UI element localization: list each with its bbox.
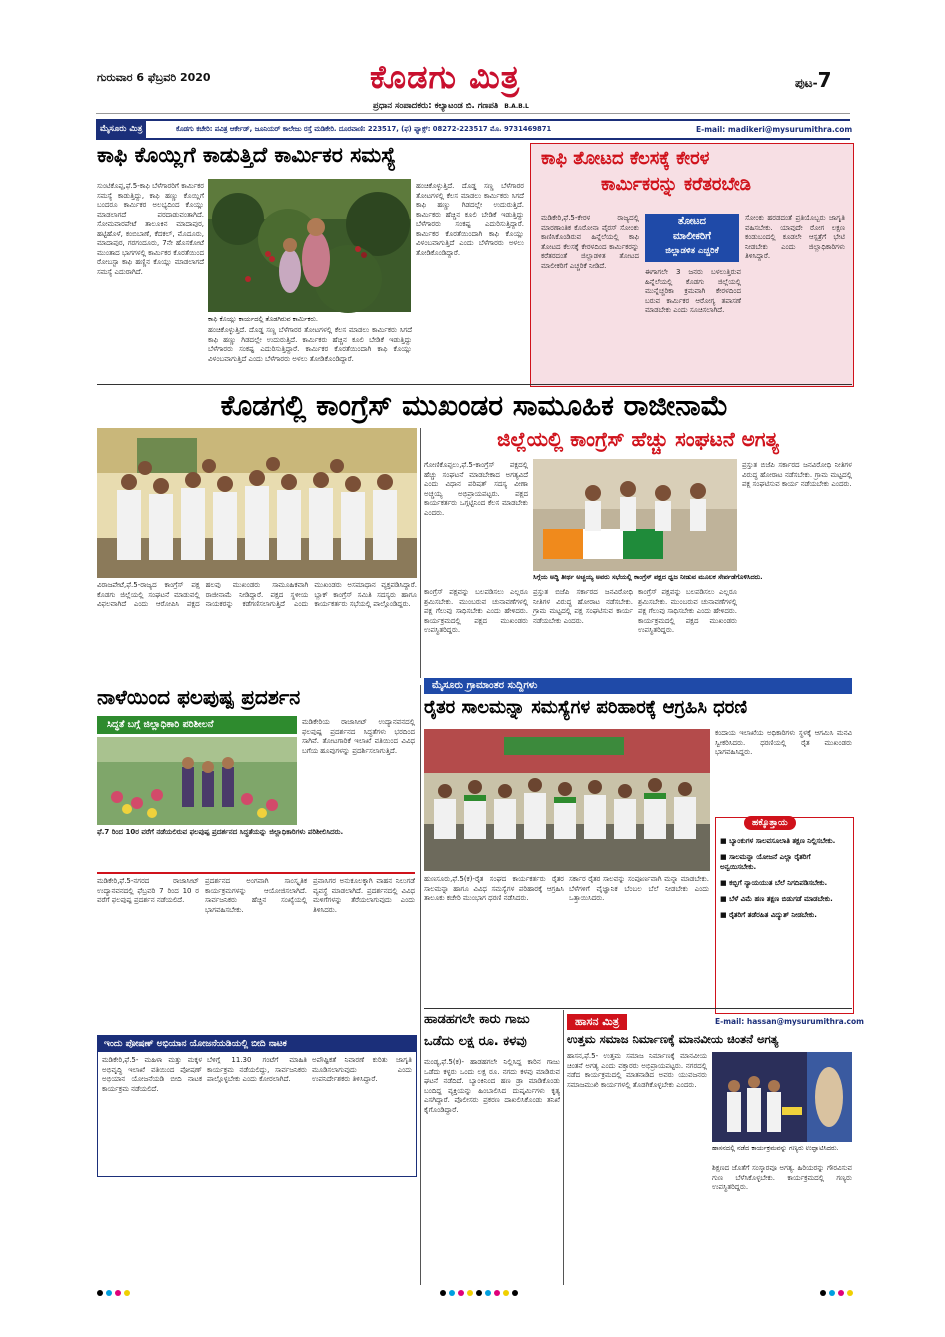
flower-show-photo xyxy=(97,737,297,825)
registration-marks-right xyxy=(820,1290,853,1296)
hassan-col2: ಶಿಕ್ಷಣದ ಜೊತೆಗೆ ಸಂಸ್ಕಾರವೂ ಅಗತ್ಯ. ಹಿರಿಯರನ್ನು ಗೌರವಿಸುವ ಗುಣ ಬೆಳೆಸಿಕೊಳ್ಳಬೇಕು. ಕಾರ್ಯಕ್ರಮದಲ್ಲಿ ಗಣ್ಯರು ಉಪಸ್ಥಿತರಿದ್ದರು. xyxy=(712,1164,852,1191)
coffee-photo-caption: ಕಾಫಿ ಕೊಯ್ಲು ಕಾರ್ಯದಲ್ಲಿ ತೊಡಗಿರುವ ಕಾರ್ಮಿಕರು. xyxy=(208,315,318,323)
hassan-photo-caption: ಹಾಸನದಲ್ಲಿ ನಡೆದ ಕಾರ್ಯಕ್ರಮವನ್ನು ಗಣ್ಯರು ಉದ್ಘಾಟಿಸಿದರು. xyxy=(712,1144,839,1152)
story-flower-caption: ಫೆ.7 ರಿಂದ 10ರ ವರೆಗೆ ನಡೆಯಲಿರುವ ಫಲಪುಷ್ಪ ಪ್ರದರ್ಶನದ ಸಿದ್ಧತೆಯನ್ನು ಜಿಲ್ಲಾಧಿಕಾರಿಗಳು ಪರಿಶೀಲಿಸಿದರು. xyxy=(97,828,344,836)
section-bar-label: ಮೈಸೂರು ಗ್ರಾಮಾಂತರ ಸುದ್ದಿಗಳು xyxy=(432,680,538,691)
story-resignation-body: ವಿರಾಜಪೇಟೆ,ಫೆ.5-ರಾಜ್ಯದ ಕಾಂಗ್ರೆಸ್ ಪಕ್ಷ ಕೊಡಗು ಜಿಲ್ಲೆಯಲ್ಲಿ ಸಂಘಟನೆ ಮಾಡುವಲ್ಲಿ ವಿಫಲವಾಗಿದೆ ಎಂದು ಆರೋಪಿಸಿ ಪಕ್ಷದ ಹಲವು ಮುಖಂಡರು ಸಾಮೂಹಿಕವಾಗಿ ರಾಜೀನಾಮೆ ನೀಡಿದ್ದಾರೆ. ಪಕ್ಷದ ಸ್ಥಳೀಯ ನಾಯಕರನ್ನು ಕಡೆಗಣಿಸಲಾಗುತ್ತಿದೆ ಎಂದು ಮುಖಂಡರು ಅಸಮಾಧಾನ ವ್ಯಕ್ತಪಡಿಸಿದ್ದಾರೆ. ಬ್ಲಾಕ್ ಕಾಂಗ್ರೆಸ್ ಸಮಿತಿ ಸದಸ್ಯರು ಹಾಗೂ ಕಾರ್ಯಕರ್ತರು ಸಭೆಯಲ್ಲಿ ಪಾಲ್ಗೊಂಡಿದ್ದರು. xyxy=(97,581,417,608)
story-flower-headline: ನಾಳೆಯಿಂದ ಫಲಪುಷ್ಪ ಪ್ರದರ್ಶನ xyxy=(97,685,301,709)
story-flower-col-right: ಮಡಿಕೇರಿಯ ರಾಜಾಸೀಟ್ ಉದ್ಯಾನವನದಲ್ಲಿ ಫಲಪುಷ್ಪ ಪ್ರದರ್ಶನದ ಸಿದ್ಧತೆಗಳು ಭರದಿಂದ ಸಾಗಿವೆ. ತೋಟಗಾರಿಕೆ ಇಲಾಖೆ ವತಿಯಿಂದ ವಿವಿಧ ಬಗೆಯ ಹೂವುಗಳನ್ನು ಪ್ರದರ್ಶಿಸಲಾಗುತ್ತಿದೆ. xyxy=(302,718,415,755)
story-kerala-col1: ಮಡಿಕೇರಿ,ಫೆ.5-ಕೇರಳ ರಾಜ್ಯದಲ್ಲಿ ಮಾರಣಾಂತಿಕ ಕೊರೋನಾ ವೈರಸ್ ಸೋಂಕು ಕಾಣಿಸಿಕೊಂಡಿರುವ ಹಿನ್ನೆಲೆಯಲ್ಲಿ ಕಾಫಿ ತೋಟದ ಕೆಲಸಕ್ಕೆ ಕೇರಳದಿಂದ ಕಾರ್ಮಿಕರನ್ನು ಕರೆತರದಂತೆ ಜಿಲ್ಲಾಡಳಿತ ತೋಟದ ಮಾಲೀಕರಿಗೆ ಎಚ್ಚರಿಕೆ ನೀಡಿದೆ. xyxy=(541,214,639,270)
congress-group-image xyxy=(97,428,417,578)
column-rule xyxy=(420,428,421,678)
story-organising-col1: ಗೋಣಿಕೊಪ್ಪಲು,ಫೆ.5-ಕಾಂಗ್ರೆಸ್ ಪಕ್ಷದಲ್ಲಿ ಹೆಚ್ಚು ಸಂಘಟನೆ ಮಾಡಬೇಕಾದ ಅಗತ್ಯವಿದೆ ಎಂದು ವಿಧಾನ ಪರಿಷತ್ ಸದಸ್ಯ ವೀಣಾ ಅಚ್ಚಯ್ಯ ಅಭಿಪ್ರಾಯಪಟ್ಟರು. ಪಕ್ಷದ ಕಾರ್ಯಕರ್ತರು ಒಗ್ಗಟ್ಟಿನಿಂದ ಕೆಲಸ ಮಾಡಬೇಕು ಎಂದರು. xyxy=(424,461,528,517)
protest-photo xyxy=(424,729,710,871)
page-label: ಪುಟ- xyxy=(795,76,818,90)
protest-image xyxy=(424,729,710,871)
office-strip xyxy=(96,119,853,140)
issue-date: ಗುರುವಾರ 6 ಫೆಬ್ರವರಿ 2020 xyxy=(97,71,211,84)
column-rule xyxy=(420,685,421,1285)
story-protest-headline: ರೈತರ ಸಾಲಮನ್ನಾ ಸಮಸ್ಯೆಗಳ ಪರಿಹಾರಕ್ಕೆ ಆಗ್ರಹಿಸಿ ಧರಣಿ xyxy=(424,697,748,718)
callout-line2: ಮಾಲೀಕರಿಗೆ xyxy=(673,231,711,242)
hassan-event-image xyxy=(712,1052,852,1142)
story-street-play-headline-bar xyxy=(98,1036,416,1052)
hassan-col1: ಹಾಸನ,ಫೆ.5- ಉತ್ತಮ ಸಮಾಜ ನಿರ್ಮಾಣಕ್ಕೆ ಮಾನವೀಯ ಚಿಂತನೆ ಅಗತ್ಯ ಎಂದು ವಕ್ತಾರರು ಅಭಿಪ್ರಾಯಪಟ್ಟರು. ನಗರದಲ್ಲಿ ನಡೆದ ಕಾರ್ಯಕ್ರಮದಲ್ಲಿ ಮಾತನಾಡಿದ ಅವರು ಯುವಜನರು ಸಮಾಜಮುಖಿ ಕಾರ್ಯಗಳಲ್ಲಿ ತೊಡಗಿಕೊಳ್ಳಬೇಕು ಎಂದರು. xyxy=(567,1052,707,1089)
story-flower-col3: ಪ್ರವಾಸಿಗರ ಅನುಕೂಲಕ್ಕಾಗಿ ವಾಹನ ನಿಲುಗಡೆ ವ್ಯವಸ್ಥೆ ಮಾಡಲಾಗಿದೆ. ಪ್ರದರ್ಶನದಲ್ಲಿ ವಿವಿಧ ಮಳಿಗೆಗಳನ್ನು ತೆರೆಯಲಾಗುವುದು ಎಂದು ತಿಳಿಸಿದರು. xyxy=(313,877,415,914)
callout-line3: ಜಿಲ್ಲಾಡಳಿತ ಎಚ್ಚರಿಕೆ xyxy=(665,246,719,256)
congress-event-image xyxy=(533,459,737,571)
header-rule xyxy=(96,113,850,114)
strip-office: ಕೊಡಗು ಕಚೇರಿ: ಪವಿತ್ರ ಆರ್ಕೇಡ್, ಜೂನಿಯರ್ ಕಾಲೇಜು ರಸ್ತೆ ಮಡಿಕೇರಿ. ದೂರವಾಣಿ: 223517, (ಫ) ಫ್ಯಾಕ್ಸ್: 08272-223517 ಮೊ. 9731469871 xyxy=(176,125,552,133)
column-rule xyxy=(563,1010,564,1285)
story-theft-headline-line2: ಒಡೆದು ಲಕ್ಷ ರೂ. ಕಳವು xyxy=(424,1034,527,1049)
story-street-play-col1: ಮಡಿಕೇರಿ,ಫೆ.5- ಮಹಿಳಾ ಮತ್ತು ಮಕ್ಕಳ ಅಭಿವೃದ್ಧಿ ಇಲಾಖೆ ವತಿಯಿಂದ ಪೋಷಣ್ ಅಭಿಯಾನ ಯೋಜನೆಯಡಿ ಬೀದಿ ನಾಟಕ ಕಾರ್ಯಕ್ರಮ ನಡೆಯಲಿದೆ. xyxy=(102,1056,202,1093)
section-bar-mysuru-rural xyxy=(424,678,852,694)
story-kerala-callout xyxy=(645,214,739,262)
congress-event-photo xyxy=(533,459,737,571)
flower-show-image xyxy=(97,737,297,825)
story-flower-col2: ಪ್ರದರ್ಶನದ ಅಂಗವಾಗಿ ಸಾಂಸ್ಕೃತಿಕ ಕಾರ್ಯಕ್ರಮಗಳನ್ನು ಆಯೋಜಿಸಲಾಗಿದೆ. ಸಾರ್ವಜನಿಕರು ಹೆಚ್ಚಿನ ಸಂಖ್ಯೆಯಲ್ಲಿ ಭಾಗವಹಿಸಬೇಕು. xyxy=(205,877,307,914)
congress-event-caption: ಸಿಗ್ಗೆಯ ಅದ್ಧಿ ತೀರ್ಥ ಅಚ್ಚಯ್ಯ ಅವರು ಸಭೆಯಲ್ಲಿ ಕಾಂಗ್ರೆಸ್ ಪಕ್ಷದ ಧ್ವಜ ನೀಡುವ ಮೂಲಕ ಸೇರ್ಪಡೆಗೊಳಿಸಿದರು. xyxy=(533,573,763,581)
story-kerala-col3: ಸೋಂಕು ಹರಡದಂತೆ ಪ್ರತಿಯೊಬ್ಬರು ಜಾಗೃತಿ ವಹಿಸಬೇಕು. ಯಾವುದೇ ರೋಗ ಲಕ್ಷಣ ಕಂಡುಬಂದಲ್ಲಿ ಕೂಡಲೇ ಆಸ್ಪತ್ರೆಗೆ ಭೇಟಿ ನೀಡಬೇಕು ಎಂದು ಜಿಲ್ಲಾಧಿಕಾರಿಗಳು ತಿಳಿಸಿದ್ದಾರೆ. xyxy=(745,214,845,260)
story-protest-col2: ಸರ್ಕಾರ ರೈತರ ಸಾಲವನ್ನು ಸಂಪೂರ್ಣವಾಗಿ ಮನ್ನಾ ಮಾಡಬೇಕು. ಬೆಳೆಗಳಿಗೆ ವೈಜ್ಞಾನಿಕ ಬೆಂಬಲ ಬೆಲೆ ನೀಡಬೇಕು ಎಂದು ಒತ್ತಾಯಿಸಿದರು. xyxy=(569,875,709,902)
story-organising-col2c: ಕಾಂಗ್ರೆಸ್ ಪಕ್ಷವನ್ನು ಬಲಪಡಿಸಲು ಎಲ್ಲರೂ ಶ್ರಮಿಸಬೇಕು. ಮುಂಬರುವ ಚುನಾವಣೆಗಳಲ್ಲಿ ಪಕ್ಷ ಗೆಲುವು ಸಾಧಿಸಬೇಕು ಎಂದು ಹೇಳಿದರು. ಕಾರ್ಯಕ್ರಮದಲ್ಲಿ ಪಕ್ಷದ ಮುಖಂಡರು ಉಪಸ್ಥಿತರಿದ್ದರು. xyxy=(638,588,737,634)
story-organising-col2a: ಕಾಂಗ್ರೆಸ್ ಪಕ್ಷವನ್ನು ಬಲಪಡಿಸಲು ಎಲ್ಲರೂ ಶ್ರಮಿಸಬೇಕು. ಮುಂಬರುವ ಚುನಾವಣೆಗಳಲ್ಲಿ ಪಕ್ಷ ಗೆಲುವು ಸಾಧಿಸಬೇಕು ಎಂದು ಹೇಳಿದರು. ಕಾರ್ಯಕ್ರಮದಲ್ಲಿ ಪಕ್ಷದ ಮುಖಂಡರು ಉಪಸ್ಥಿತರಿದ್ದರು. xyxy=(424,588,528,634)
story-kerala-headline-line1: ಕಾಫಿ ತೋಟದ ಕೆಲಸಕ್ಕೆ ಕೇರಳ xyxy=(541,148,710,169)
story-theft-headline-line1: ಹಾಡಹಗಲೇ ಕಾರು ಗಾಜು xyxy=(424,1012,530,1027)
coffee-worker-photo xyxy=(311,179,411,312)
story-organising-col3: ಪ್ರಸ್ತುತ ಬಿಜೆಪಿ ಸರ್ಕಾರದ ಜನವಿರೋಧಿ ನೀತಿಗಳ ವಿರುದ್ಧ ಹೋರಾಟ ನಡೆಸಬೇಕು. ಗ್ರಾಮ ಮಟ್ಟದಲ್ಲಿ ಪಕ್ಷ ಸಂಘಟಿಸುವ ಕಾರ್ಯ ನಡೆಯಬೇಕು ಎಂದರು. xyxy=(742,461,852,488)
story-coffee-labour-col1: ಸುಂಟಿಕೊಪ್ಪ,ಫೆ.5-ಕಾಫಿ ಬೆಳೆಗಾರರಿಗೆ ಕಾರ್ಮಿಕರ ಸಮಸ್ಯೆ ಕಾಡುತ್ತಿದ್ದು, ಕಾಫಿ ಹಣ್ಣು ಕೊಯ್ಲಿಗೆ ಬಂದರೂ ಕಾರ್ಮಿಕರ ಅಲಭ್ಯದಿಂದ ಕೊಯ್ಲು ಮಾಡಲಾಗದೆ ಪರದಾಡುವಂತಾಗಿದೆ. ಸೋಮವಾರಪೇಟೆ ತಾಲೂಕಿನ ಮಾದಾಪುರ, ಹಟ್ಟಿಹೊಳೆ, ಕಂಬಿಬಾಣೆ, ಕೆದಕಲ್, ಮೊದೂರು, ಮಾದಾಪುರ, ಗರಗಂದೂರು, 7ನೇ ಹೊಸಕೋಟೆ ಮುಂತಾದ ಭಾಗಗಳಲ್ಲಿ ಕಾರ್ಮಿಕರ ಕೊರತೆಯಿಂದ ರೋಬಸ್ಟಾ ಕಾಫಿ ಹಣ್ಣಿನ ಕೊಯ್ಲು ಮಾಡಲಾಗದೆ ಸಮಸ್ಯೆ ಎದುರಾಗಿದೆ. xyxy=(97,182,204,276)
story-flower-col1: ಮಡಿಕೇರಿ,ಫೆ.5-ನಗರದ ರಾಜಾಸೀಟ್ ಉದ್ಯಾನವನದಲ್ಲಿ ಫೆಬ್ರವರಿ 7 ರಿಂದ 10 ರ ವರೆಗೆ ಫಲಪುಷ್ಪ ಪ್ರದರ್ಶನ ನಡೆಯಲಿದೆ. xyxy=(97,877,199,904)
story-organising-headline: ಜಿಲ್ಲೆಯಲ್ಲಿ ಕಾಂಗ್ರೆಸ್ ಹೆಚ್ಚು ಸಂಘಟನೆ ಅಗತ್ಯ xyxy=(497,427,779,451)
story-theft-body: ಮಂಡ್ಯ,ಫೆ.5(ಕ)- ಹಾಡಹಗಲೇ ನಿಲ್ಲಿಸಿದ್ದ ಕಾರಿನ ಗಾಜು ಒಡೆದು ಕಳ್ಳರು ಒಂದು ಲಕ್ಷ ರೂ. ನಗದು ಕಳವು ಮಾಡಿರುವ ಘಟನೆ ನಡೆದಿದೆ. ಬ್ಯಾಂಕಿನಿಂದ ಹಣ ಡ್ರಾ ಮಾಡಿಕೊಂಡು ಬಂದಿದ್ದ ವ್ಯಕ್ತಿಯನ್ನು ಹಿಂಬಾಲಿಸಿದ ದುಷ್ಕರ್ಮಿಗಳು ಕೃತ್ಯ ಎಸಗಿದ್ದಾರೆ. ಪೊಲೀಸರು ಪ್ರಕರಣ ದಾಖಲಿಸಿಕೊಂಡು ತನಿಖೆ ಕೈಗೊಂಡಿದ್ದಾರೆ. xyxy=(424,1058,560,1114)
row-rule xyxy=(97,384,852,385)
callout-line1: ತೋಟದ xyxy=(678,216,706,227)
hassan-brand: ಹಾಸನ ಮಿತ್ರ xyxy=(567,1014,627,1030)
story-street-play-col3: ಅಪೌಷ್ಟಿಕತೆ ನಿವಾರಣೆ ಕುರಿತು ಜಾಗೃತಿ ಮೂಡಿಸಲಾಗುವುದು ಎಂದು ಉಪನಿರ್ದೇಶಕರು ತಿಳಿಸಿದ್ದಾರೆ. xyxy=(312,1056,412,1083)
strip-email: E-mail: madikeri@mysurumithra.com xyxy=(696,125,853,134)
registration-marks-center xyxy=(440,1290,518,1296)
hassan-headline: ಉತ್ತಮ ಸಮಾಜ ನಿರ್ಮಾಣಕ್ಕೆ ಮಾನವೀಯ ಚಿಂತನೆ ಅಗತ್ಯ xyxy=(567,1032,779,1046)
congress-group-photo xyxy=(97,428,417,578)
resolution-item: ■ ಬ್ಯಾಂಕುಗಳ ಸಾಲವಸೂಲಾತಿ ತಕ್ಷಣ ನಿಲ್ಲಿಸಬೇಕು. xyxy=(720,837,836,845)
editor-name: ಪ್ರಧಾನ ಸಂಪಾದಕರು: ಕಲ್ಯಾಟಂಡ ಬಿ. ಗಣಪತಿ xyxy=(373,101,499,111)
story-resignation-headline: ಕೊಡಗಲ್ಲಿ ಕಾಂಗ್ರೆಸ್ ಮುಖಂಡರ ಸಾಮೂಹಿಕ ರಾಜೀನಾಮೆ xyxy=(220,389,729,422)
story-flower-subhead-text: ಸಿದ್ಧತೆ ಬಗ್ಗೆ ಜಿಲ್ಲಾಧಿಕಾರಿ ಪರಿಶೀಲನೆ xyxy=(107,719,214,730)
hassan-email: E-mail: hassan@mysurumithra.com xyxy=(715,1017,864,1026)
story-organising-col2b: ಪ್ರಸ್ತುತ ಬಿಜೆಪಿ ಸರ್ಕಾರದ ಜನವಿರೋಧಿ ನೀತಿಗಳ ವಿರುದ್ಧ ಹೋರಾಟ ನಡೆಸಬೇಕು. ಗ್ರಾಮ ಮಟ್ಟದಲ್ಲಿ ಪಕ್ಷ ಸಂಘಟಿಸುವ ಕಾರ್ಯ ನಡೆಯಬೇಕು ಎಂದರು. xyxy=(533,588,633,625)
story-flower-caption-rule xyxy=(97,872,415,874)
story-protest-col3: ಕಂದಾಯ ಇಲಾಖೆಯ ಅಧಿಕಾರಿಗಳು ಸ್ಥಳಕ್ಕೆ ಆಗಮಿಸಿ ಮನವಿ ಸ್ವೀಕರಿಸಿದರು. ಧರಣಿಯಲ್ಲಿ ರೈತ ಮುಖಂಡರು ಭಾಗವಹಿಸಿದ್ದರು. xyxy=(715,729,852,756)
story-street-play-headline: ಇಂದು ಪೋಷಣ್ ಅಭಿಯಾನ ಯೋಜನೆಯಡಿಯಲ್ಲಿ ಬೀದಿ ನಾಟಕ xyxy=(104,1039,287,1049)
story-street-play-col2: ಬೆಳಿಗ್ಗೆ 11.30 ಗಂಟೆಗೆ ಮಾಹಿತಿ ಕಾರ್ಯಕ್ರಮ ನಡೆಯಲಿದ್ದು, ಸಾರ್ವಜನಿಕರು ಪಾಲ್ಗೊಳ್ಳಬೇಕು ಎಂದು ಕೋರಲಾಗಿದೆ. xyxy=(207,1056,307,1083)
resolutions-box xyxy=(715,817,854,1014)
resolution-item: ■ ಸಾಲಮನ್ನಾ ಯೋಜನೆ ಎಲ್ಲಾ ರೈತರಿಗೆ ಅನ್ವಯಿಸಬೇಕು. xyxy=(720,853,811,871)
story-protest-col1: ಹುಣಸೂರು,ಫೆ.5(ಕ)-ರೈತ ಸಂಘದ ಕಾರ್ಯಕರ್ತರು ರೈತರ ಸಾಲಮನ್ನಾ ಹಾಗೂ ವಿವಿಧ ಸಮಸ್ಯೆಗಳ ಪರಿಹಾರಕ್ಕೆ ಆಗ್ರಹಿಸಿ ತಾಲೂಕು ಕಚೇರಿ ಮುಂಭಾಗ ಧರಣಿ ನಡೆಸಿದರು. xyxy=(424,875,564,902)
story-kerala-workers xyxy=(530,143,854,387)
story-flower-subhead xyxy=(97,716,297,734)
story-street-play xyxy=(97,1035,417,1177)
resolutions-title: ಹಕ್ಕೊತ್ತಾಯ xyxy=(744,816,796,830)
story-coffee-labour-col3: ಹಂಚಿಕೊಳ್ಳುತ್ತಿದೆ. ದೊಡ್ಡ ಸಣ್ಣ ಬೆಳೆಗಾರರ ತೋಟಗಳಲ್ಲಿ ಕೆಲಸ ಮಾಡಲು ಕಾರ್ಮಿಕರು ಸಿಗದೆ ಕಾಫಿ ಹಣ್ಣು ಗಿಡದಲ್ಲೇ ಉದುರುತ್ತಿದೆ. ಕಾರ್ಮಿಕರು ಹೆಚ್ಚಿನ ಕೂಲಿ ಬೇಡಿಕೆ ಇಡುತ್ತಿದ್ದು ಬೆಳೆಗಾರರು ಸಂಕಷ್ಟ ಎದುರಿಸುತ್ತಿದ್ದಾರೆ. ಕಾರ್ಮಿಕರ ಕೊರತೆಯಿಂದಾಗಿ ಕಾಫಿ ಕೊಯ್ಲು ವಿಳಂಬವಾಗುತ್ತಿದೆ ಎಂದು ಬೆಳೆಗಾರರು ಅಳಲು ತೋಡಿಕೊಂಡಿದ್ದಾರೆ. xyxy=(416,182,524,257)
row-rule xyxy=(424,1008,852,1009)
registration-marks-left xyxy=(97,1290,130,1296)
strip-brand: ಮೈಸೂರು ಮಿತ್ರ xyxy=(96,121,146,138)
story-kerala-headline-line2: ಕಾರ್ಮಿಕರನ್ನು ಕರೆತರಬೇಡಿ xyxy=(601,174,751,195)
masthead-title: ಕೊಡಗು ಮಿತ್ರ xyxy=(370,58,521,96)
editor-line xyxy=(373,101,529,111)
page-number-value: 7 xyxy=(817,68,832,92)
page-number xyxy=(795,68,832,92)
resolution-item: ■ ಕಬ್ಬಿಗೆ ನ್ಯಾಯಯುತ ಬೆಲೆ ನಿಗದಿಪಡಿಸಬೇಕು. xyxy=(720,879,828,887)
resolution-item: ■ ಬೆಳೆ ವಿಮೆ ಹಣ ತಕ್ಷಣ ಬಿಡುಗಡೆ ಮಾಡಬೇಕು. xyxy=(720,895,833,903)
story-coffee-labour-col2: ಹಂಚಿಕೊಳ್ಳುತ್ತಿದೆ. ದೊಡ್ಡ ಸಣ್ಣ ಬೆಳೆಗಾರರ ತೋಟಗಳಲ್ಲಿ ಕೆಲಸ ಮಾಡಲು ಕಾರ್ಮಿಕರು ಸಿಗದೆ ಕಾಫಿ ಹಣ್ಣು ಗಿಡದಲ್ಲೇ ಉದುರುತ್ತಿದೆ. ಕಾರ್ಮಿಕರು ಹೆಚ್ಚಿನ ಕೂಲಿ ಬೇಡಿಕೆ ಇಡುತ್ತಿದ್ದು ಬೆಳೆಗಾರರು ಸಂಕಷ್ಟ ಎದುರಿಸುತ್ತಿದ್ದಾರೆ. ಕಾರ್ಮಿಕರ ಕೊರತೆಯಿಂದಾಗಿ ಕಾಫಿ ಕೊಯ್ಲು ವಿಳಂಬವಾಗುತ್ತಿದೆ ಎಂದು ಬೆಳೆಗಾರರು ಅಳಲು ತೋಡಿಕೊಂಡಿದ್ದಾರೆ. xyxy=(208,326,412,363)
editor-degree: B.A.B.L xyxy=(504,103,529,110)
story-kerala-col2: ಈಗಾಗಲೇ 3 ಜನರು ಬಳಲುತ್ತಿರುವ ಹಿನ್ನೆಲೆಯಲ್ಲಿ ಕೊಡಗು ಜಿಲ್ಲೆಯಲ್ಲಿ ಮುನ್ನೆಚ್ಚರಿಕಾ ಕ್ರಮವಾಗಿ ಕೇರಳದಿಂದ ಬರುವ ಕಾರ್ಮಿಕರ ಆರೋಗ್ಯ ತಪಾಸಣೆ ಮಾಡಬೇಕು ಎಂದು ಸೂಚಿಸಲಾಗಿದೆ. xyxy=(645,268,741,314)
resolutions-list xyxy=(720,836,849,926)
story-coffee-labour-headline: ಕಾಫಿ ಕೊಯ್ಲಿಗೆ ಕಾಡುತ್ತಿದೆ ಕಾರ್ಮಿಕರ ಸಮಸ್ಯೆ xyxy=(97,143,397,167)
hassan-event-photo xyxy=(712,1052,852,1142)
resolution-item: ■ ರೈತರಿಗೆ ತಡೆರಹಿತ ವಿದ್ಯುತ್ ನೀಡಬೇಕು. xyxy=(720,911,817,919)
